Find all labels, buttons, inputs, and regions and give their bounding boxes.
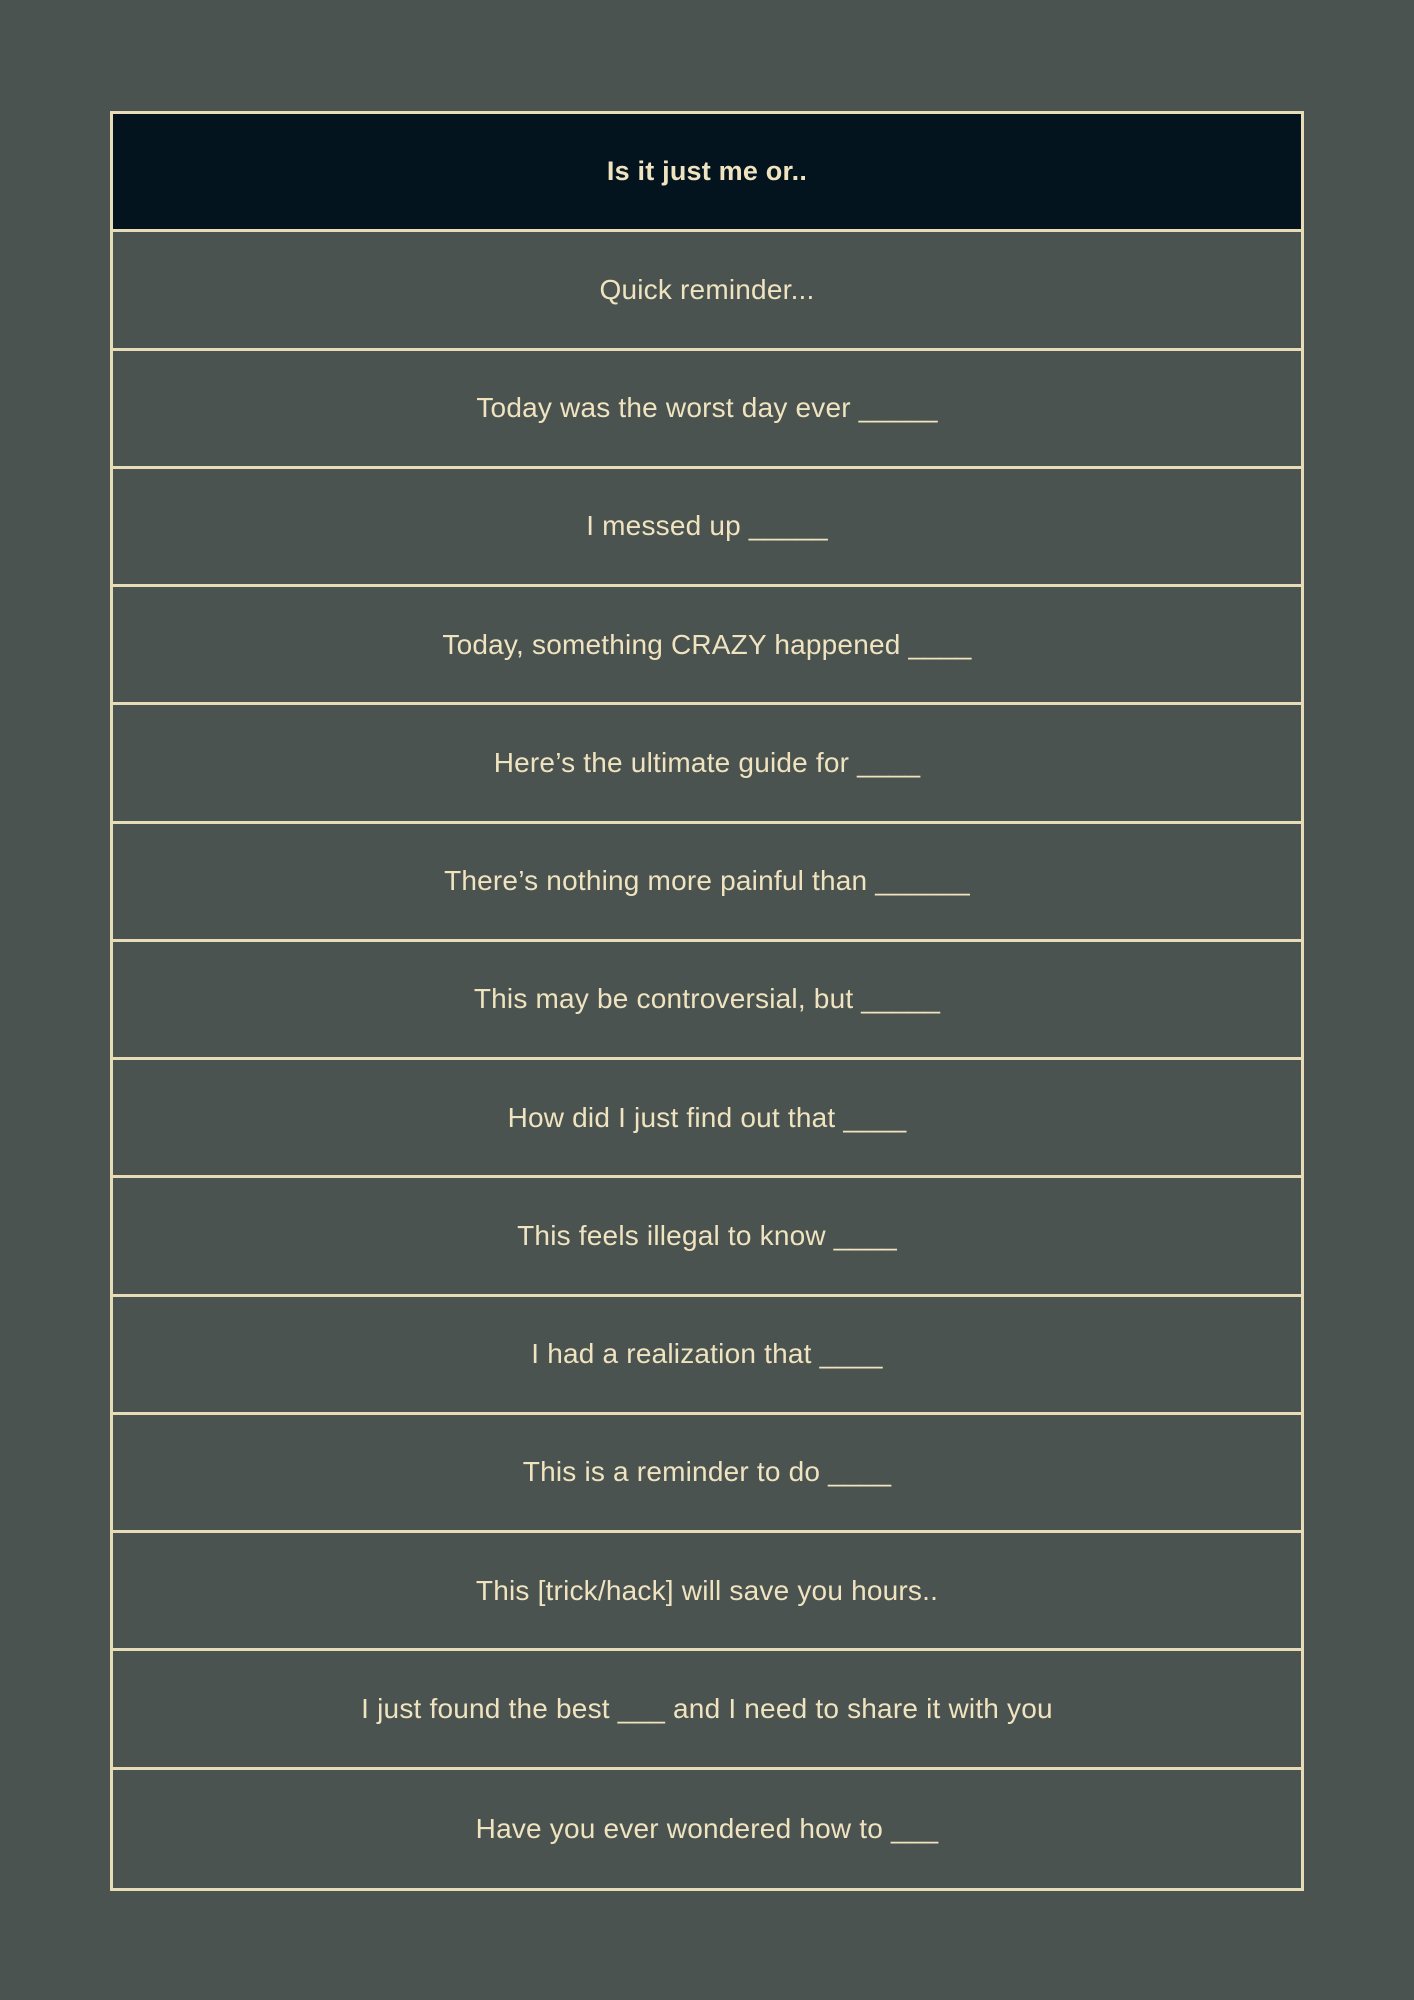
- table-row: Today was the worst day ever _____: [113, 351, 1301, 469]
- table-row: I just found the best ___ and I need to share it with you: [113, 1651, 1301, 1769]
- table-row: How did I just find out that ____: [113, 1060, 1301, 1178]
- table-row: Have you ever wondered how to ___: [475, 1812, 939, 1844]
- table-row: This [trick/hack] will save you hours..: [113, 1533, 1301, 1651]
- table-row: There’s nothing more painful than ______: [113, 824, 1301, 942]
- table-row: This feels illegal to know ____: [113, 1178, 1301, 1296]
- table-row: Here’s the ultimate guide for ____: [113, 705, 1301, 823]
- table-row: I messed up _____: [113, 469, 1301, 587]
- table-row: This may be controversial, but _____: [113, 942, 1301, 1060]
- table-row: This is a reminder to do ____: [113, 1415, 1301, 1533]
- table-row: Today, something CRAZY happened ____: [113, 587, 1301, 705]
- hooks-table: [110, 111, 1304, 1891]
- table-header: Is it just me or..: [113, 114, 1301, 232]
- table-row: Quick reminder...: [113, 232, 1301, 350]
- table-row: I had a realization that ____: [113, 1297, 1301, 1415]
